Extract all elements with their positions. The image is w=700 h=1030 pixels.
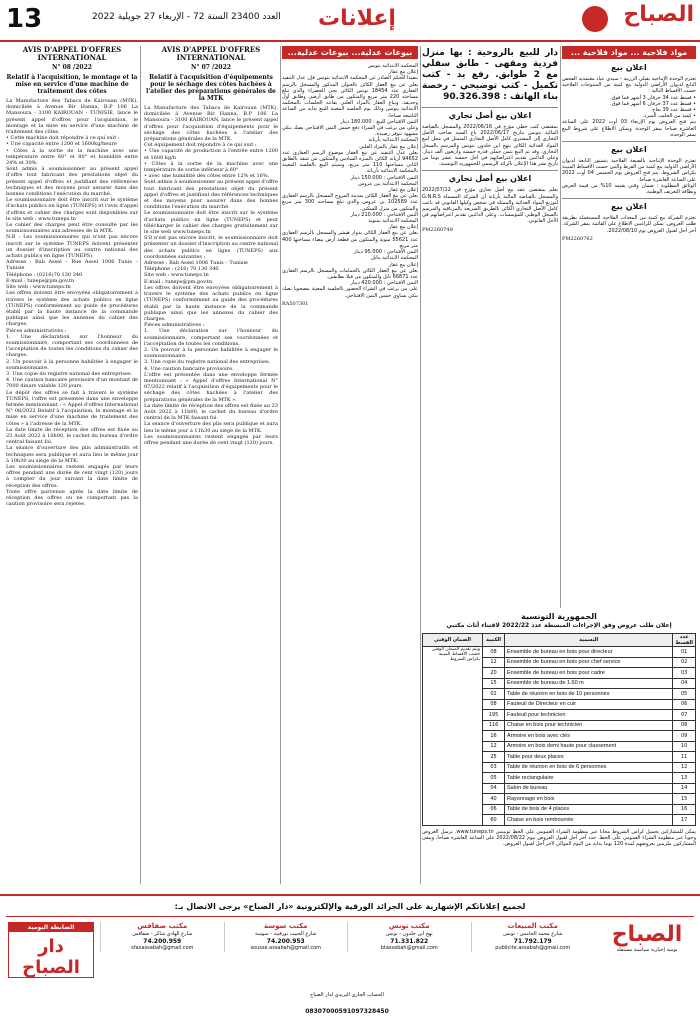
lot-quantity: 25 <box>483 752 505 763</box>
issue-info: العدد 23400 السنة 72 - الإربعاء 27 جويلية 2022 <box>92 12 281 22</box>
logo-mark-icon <box>582 6 608 32</box>
lot-number: 04 <box>673 678 696 689</box>
lot-description: Armoire en bois avec clés <box>505 731 673 742</box>
ad-body: بمقتضى كتب خطي مؤرخ في 2022/06/16 والمسجل بالقباضة المالية بتونس بتاريخ 2022/06/17 باع السيد صاحب الأصل التجاري إلى المشتري كامل الأصل التجاري المتمثل في محل لبيع المواد الغذائية الكائن بنهج ابن خلدون بتونس والمرسم بالسجل التجاري. وقد تم البيع بثمن جملي قدره خمسة وأربعون ألف دينار. وعلى الدائنين تقديم اعتراضاتهم في أجل خمسة عشر يوما من تاريخ نشر هذا الإعلان بالرائد الرسمي للجمهورية التونسية. <box>420 124 559 168</box>
contact-email[interactable]: btassabah@gmail.com <box>380 945 438 951</box>
page-number: 13 <box>6 4 43 34</box>
ad-title: اعلان بيع أصل تجاري <box>448 174 532 184</box>
column-divider <box>140 46 141 884</box>
lot-number: 01 <box>673 647 696 658</box>
judicial-sales-banner: بيوعات عدلية... بيوعات عدلية... <box>282 46 418 59</box>
lot-description: Table de réunion en bois de 6 personnes <box>505 762 673 773</box>
contact-card <box>224 922 348 952</box>
lot-quantity: 03 <box>483 762 505 773</box>
lot-number: 13 <box>673 773 696 784</box>
lot-quantity: 12 <box>483 657 505 668</box>
footer-banner: لجميع إعلاناتكم الإشهارية على الجرائد الورقية والإلكترونية «دار الصباح» يرجى الاتصال بـ: <box>174 902 526 911</box>
lot-quantity: 195 <box>483 710 505 721</box>
table-row <box>423 647 696 658</box>
contact-email[interactable]: publicite.assabah@gmail.com <box>495 945 571 951</box>
lot-description: Rayonnage en bois <box>505 794 673 805</box>
ad-title: اعلان بيع <box>611 145 647 155</box>
ad-body: تعتزم الوحدة الإنتاجية بالضيعة الفلاحية بتستور التابعة لديوان الأراضي الدولية بيع كمية من القرط والتبن حسب الأقساط المبينة بكراس الشروط. يتم فتح العروض يوم الخميس 04 أوت 2022 على الساعة العاشرة صباحا. الوثائق المطلوبة : ضمان وقتي بقيمة 10% من قيمة العرض وبطاقة التعريف الوطنية. <box>562 158 696 196</box>
lot-description: Ensemble de bureau en bois pour cadre <box>505 668 673 679</box>
lot-description: Chaise en bois pour technicien <box>505 720 673 731</box>
contact-email[interactable]: sousse.assabah@gmail.com <box>250 945 322 951</box>
footer-divider <box>6 916 694 917</box>
contact-address: شارع الحبيب بورقيبة - سوسة <box>255 931 317 937</box>
table-header-row <box>423 634 696 647</box>
lot-description: Ensemble de bureau de 1.60 m <box>505 678 673 689</box>
lot-number: 08 <box>673 720 696 731</box>
lot-description: Table pour deux places <box>505 752 673 763</box>
lot-description: Ensemble de bureau en bois pour directeur <box>505 647 673 658</box>
lot-quantity: 20 <box>483 668 505 679</box>
page-footer <box>0 894 700 1030</box>
lot-description: Chaise en bois rembourrée <box>505 815 673 826</box>
furniture-tender <box>422 612 696 847</box>
lot-number: 05 <box>673 689 696 700</box>
ad-title: اعلان بيع <box>611 63 647 72</box>
divider <box>562 198 696 199</box>
contact-phone[interactable]: 71.792.179 <box>513 938 552 945</box>
footer-logo-name: الصباح <box>611 922 683 947</box>
notice-number: N° 08 /2022 <box>52 64 92 71</box>
contact-phone[interactable]: 74.200.953 <box>266 938 305 945</box>
lot-number: 02 <box>673 657 696 668</box>
lot-description: Ensemble de bureau en bois pour chef service <box>505 657 673 668</box>
contact-title: مكتب تونس <box>388 922 430 930</box>
contact-email[interactable]: sfaxassabah@gmail.com <box>131 945 194 951</box>
footer-account-number: 08307000591097328450 <box>305 1008 389 1015</box>
lots-table <box>422 633 696 826</box>
lot-quantity: 116 <box>483 720 505 731</box>
divider <box>422 170 558 171</box>
column-header: الكمية <box>483 634 505 647</box>
footer-logo-right <box>602 922 692 978</box>
lot-description: Fauteuil pour technicien <box>505 710 673 721</box>
notice-body: La Manufacture des Tabacs de Kairouan (MTK), domiciliée à Avenue Bir Hanna, B.P 106 La Mansoura - 3100 KAIROUAN - TUNISIE, lance le présent appel d'offres pour l'acquisition, le montage et la mise en service d'une machine de traitement des côtes. • Cette machine doit répondre à ce qui suit : • Une capacité entre 1200 et 1600kg/heure • Côtes à la sortie de la machine avec une température entre 60° et 80° et humidité entre 24% et 30%. Sont admis à soumissionner au présent appel d'offre tout fabricant des prestations objet du présent appel d'offres et justifiant des références techniques et des moyens pour assurer dans des bonnes conditions l'exécution du marché. Le soumissionnaire doit être inscrit sur le système d'achats publics en ligne (TUNEPS) et l'avis d'appel d'offres et cahier des charges sont disponibles sur le site web : www.tuneps.tn Le cahier des charges peut être consulté par les soumissionnaires aux adresses de la MTK. N.B : Les soumissionnaires qui n'ont pas encore inscrit sur le système TUNEPS doivent présenter un dossier d'inscription au centre national des achats publics en ligne (TUNEPS). Adresse : Bab Assel – Rue Assel 1006 Tunis – Tunisie Téléphone : (0216)70 130 340 E-mail : tuneps@pm.gov.tn Site web : www.tuneps.tn Les offres doivent être envoyées obligatoirement à travers le système des achats publics en ligne (TUNEPS) conformément au guide de procédures établi par la haute instance de la commande publique ainsi que les annexes du cahier des charges. Pièces administratives : 1. Une déclaration sur l'honneur du soumissionnaire, comportant ses coordonnées de l'acceptation de toutes les conditions du cahier des charges. 2. Un pouvoir à la personne habilitée à engager le soumissionnaire. 3. Une copie du registre national des entreprises. 4. Une caution bancaire provisoire d'un montant de 7000 dinars valable 120 jours. Le dépôt des offres se fait à travers le système TUNEPS, l'offre est présentée dans une enveloppe fermée mentionnant : « Appel d'offres International N° 08/2022 Relatif à l'acquisition, le montage et la mise en service d'une machine de traitement des côtes » à l'adresse de la MTK. La date limite de réception des offres est fixée au 23 Août 2022 à 10h00, le cachet du bureau d'ordre central faisant foi. La séance d'ouverture des plis administratifs et techniques sera publique et aura lieu le même jour à 10h30 au siège de la MTK. Les soumissionnaires restent engagés par leurs offres pendant une durée de cent vingt (120) jours à compter du jour suivant la date limite de réception des offres. Toute offre parvenue après la date limite de réception des offres ou ne comportant pas la caution provisoire sera rejetée. <box>6 98 138 508</box>
divider <box>422 107 558 108</box>
page-header <box>0 0 700 42</box>
contact-address: شارع محمد الخامس - تونس <box>503 931 563 937</box>
column-header: الضمان الوقتي <box>423 634 483 647</box>
contact-phone[interactable]: 71.331.822 <box>390 938 429 945</box>
notice-body: La Manufacture des Tabacs de Kairouan (MTK), domiciliée à Avenue Bir Hanna, B.P 106 La Mansoura - 3100 KAIROUAN, lance le présent appel d'offres pour l'acquisition d'équipements pour le séchage des côtes hachées à l'atelier des préparations générales de la MTK. Cet équipement doit répondre à ce qui suit : • Une capacité de production à l'entrée entre 1200 et 1600 kg/h • Côtes à la sortie de la machine avec une température de sortie inférieur à 60° • avec une humidité des côtes entre 12% et 16%. Sont admis à soumissionner au présent appel d'offre tout fabricant des prestations objet du présent appel d'offres et justifiant des références techniques et des moyens pour assurer dans des bonnes conditions l'exécution du marché. Le soumissionnaire doit être inscrit sur le système d'achats publics en ligne (TUNEPS) et peut télécharger le cahier des charges gratuitement sur le site web www.tuneps.tn S'il n'est pas encore inscrit, le soumissionnaire doit présenter un dossier d'inscription au centre national des achats publics en ligne (TUNEPS) aux coordonnées suivantes : Adresse : Bab Assel 1006 Tunis – Tunisie Téléphone : (216) 70 130 340 Site web : www.tuneps.tn E-mail : tuneps@pm.gov.tn Les offres doivent être envoyées obligatoirement à travers le système des achats publics en ligne (TUNEPS) conformément au guide des procédures établi par la haute instance de la commande publique ainsi que les annexes du cahier des charges. Pièces administratives : 1. Une déclaration sur l'honneur du soumissionnaire, comportant ses coordonnées et l'acceptation de toutes les conditions. 2. Un pouvoir à la personne habilitée à engager le soumissionnaire. 3. Une copie du registre national des entreprises. 4. Une caution bancaire provisoire. L'offre est présentée dans une enveloppe fermée mentionnant : « Appel d'offres International N° 07/2022 relatif à l'acquisition d'équipements pour le séchage des côtes hachées à l'atelier des préparations générales de la MTK ». La date limite de réception des offres est fixée au 23 Août 2022 à 11h00, le cachet du bureau d'ordre central de la MTK faisant foi. La séance d'ouverture des plis sera publique et aura lieu le même jour à 11h30 au siège de la MTK. Les soumissionnaires restent engagés par leurs offres pendant une durée de cent vingt (120) jours. <box>144 105 278 446</box>
notice-title: AVIS D'APPEL D'OFFRES INTERNATIONAL <box>22 45 122 62</box>
notice-subject: Relatif à l'acquisition d'équipements pour le séchage des côtes hachées à l'atelier des préparations générales de la MTK <box>146 74 276 102</box>
contact-address: شارع الهادي شاكر - صفاقس <box>132 931 193 937</box>
notice-number: N° 07 /2022 <box>191 64 231 71</box>
ad-body: تعتزم الشركة بيع كمية من المعدات الفلاحية المستعملة بطريقة طلب العروض. يمكن للراغبين الاطلاع على القائمة بمقر الشركة. آخر أجل لقبول العروض يوم 2022/08/10. <box>560 215 696 234</box>
lot-quantity: 08 <box>483 647 505 658</box>
tender-title: الجمهورية التونسية <box>521 612 597 621</box>
divider <box>562 141 696 142</box>
house-sale-headline: دار للبيع بالروحية : بها منزل فردية ومقهى - طابق سفلي مع 2 طوابق. رفع يد - كتب تكميل - كتب توضيحي - رخصة بناء الهاتف : 90.326.398 <box>422 48 558 102</box>
ad-title: اعلان بيع أصل تجاري <box>448 111 532 120</box>
commercial-sales-column <box>422 46 558 606</box>
contact-phone[interactable]: 74.200.959 <box>143 938 182 945</box>
judicial-sales-body: المحكمة الابتدائية بتونس إعلان بيع عقار تنفيذا للحكم الصادر عن المحكمة الابتدائية بتونس فإن عدل التنفيذ يعلن عن بيع العقار الكائن بالعنوان المذكور والمسجل بالرسم العقاري عدد 18454 تونس الكائن بحي الخضراء والذي تبلغ مساحته 220 متر مربع والمتكون من طابق أرضي وطابق أول وحديقة. ويباع العقار بالمزاد العلني بقاعة الجلسات بالمحكمة الابتدائية بتونس وذلك يوم الجلسة المعينة للبيع بداية من الساعة التاسعة صباحا. الثمن الافتتاحي للبيع : 180.000 دينار وعلى من يرغب في الشراء دفع خمس الثمن الافتتاحي بصك بنكي مشهود بتوفر رصيده. المحكمة الابتدائية بأريانة إعلان بيع عقار بالمزاد العلني يعلن عدل التنفيذ عن بيع العقار موضوع الرسم العقاري عدد 94652 أريانة الكائن بالمنزه السادس والمتكون من شقة بالطابق الثاني مساحتها 110 متر مربع. وسيتم البيع بالجلسة المعينة بالمحكمة الابتدائية بأريانة. الثمن الافتتاحي : 150.000 دينار المحكمة الابتدائية ببن عروس إعلان بيع عقار يعلن عن بيع العقار الكائن بمدينة المروج المسجل بالرسم العقاري عدد 102589 بن عروس والذي تبلغ مساحته 300 متر مربع والمتكون من منزل للسكنى. الثمن الافتتاحي : 210.000 دينار المحكمة الابتدائية بمنوبة إعلان بيع عقار يعلن عن بيع العقار الكائن بدوار هيشر والمسجل بالرسم العقاري عدد 55621 منوبة والمتكون من قطعة أرض بيضاء مساحتها 400 متر مربع. الثمن الافتتاحي : 95.000 دينار المحكمة الابتدائية بنابل إعلان بيع عقار يعلن عن بيع العقار الكائن بالحمامات والمسجل بالرسم العقاري عدد 66871 نابل والمتكون من فيلا بطابقين. الثمن الافتتاحي : 420.000 دينار على من يرغب في الشراء الحضور بالجلسة المعينة مصحوبا بصك بنكي يساوي خمس الثمن الافتتاحي. <box>282 63 419 299</box>
column-header: عدد القسط <box>673 634 696 647</box>
lot-number: 11 <box>673 752 696 763</box>
contact-list <box>100 922 594 952</box>
contact-title: مكتب صفاقس <box>137 922 188 930</box>
lot-number: 03 <box>673 668 696 679</box>
tender-notice-08 <box>6 46 138 884</box>
contact-title: مكتب سوسة <box>263 922 308 930</box>
newspaper-logo <box>578 2 694 38</box>
ad-reference: RA507301 <box>282 300 309 307</box>
contact-title: مكتب المبيعات <box>507 922 558 930</box>
ad-body: تعتزم الوحدة الإنتاجية بفيلي الزريبة - سيدي عياد معتمدية الفحص التابع لديوان الأراضي الدولية بيع كمية من المنتوجات الفلاحية حسب الأقساط التالية : • قسط عدد 34 خرفان 3 أشهر فما فوق. • قسط عدد 37 خرفان 6 أشهر فما فوق. • قسط عدد 39 نعاج. • كمية من الحليب المبرد. يتم فتح العروض يوم الإربعاء 03 أوت 2022 على الساعة العاشرة صباحا بمقر الوحدة. ويمكن الاطلاع على شروط البيع بمقر الوحدة. <box>562 76 697 138</box>
lot-quantity: 15 <box>483 678 505 689</box>
lot-description: Table de réunion en bois de 10 personnes <box>505 689 673 700</box>
lot-quantity: 05 <box>483 773 505 784</box>
notice-title: AVIS D'APPEL D'OFFRES INTERNATIONAL <box>161 45 261 62</box>
column-divider <box>280 46 281 884</box>
lot-number: 15 <box>673 794 696 805</box>
section-title: إعلانات <box>318 6 396 31</box>
lot-number: 10 <box>673 741 696 752</box>
tender-notice-07 <box>144 46 278 884</box>
lot-quantity: 16 <box>483 731 505 742</box>
lot-number: 06 <box>673 699 696 710</box>
tender-footer-text: يمكن للمشاركين تحميل كراس الشروط مجانا عبر منظومة الشراء العمومي على الخط تونيبس www.tuneps.tn. ترسل العروض وجوبا عبر منظومة الشراء العمومي على الخط. حدد آخر أجل لقبول العروض بيوم 2022/08/22 على الساعة العاشرة صباحا. ويبقى المشاركون ملزمين بعروضهم لمدة 120 يوما بداية من اليوم الموالي لآخر أجل لقبول العروض. <box>422 828 697 847</box>
lot-number: 07 <box>673 710 696 721</box>
footer-logo-caption: الضابطة اليومية <box>9 923 93 932</box>
contact-card <box>347 922 471 952</box>
lot-number: 09 <box>673 731 696 742</box>
agricultural-banner: مواد فلاحية ... مواد فلاحية ... <box>562 46 696 59</box>
ad-reference: PM2260762 <box>562 235 593 242</box>
contact-card <box>471 922 595 952</box>
lot-quantity: 60 <box>483 815 505 826</box>
lot-quantity: 40 <box>483 794 505 805</box>
lot-number: 17 <box>673 815 696 826</box>
footer-account-label: الحساب الجاري البريدي لدار الصباح <box>310 992 384 998</box>
lot-quantity: 06 <box>483 804 505 815</box>
tender-subtitle: إعلان طلب عروض وفق الإجراءات المبسطة عدد 2022/22 لاقتناء أثاث مكتبي <box>446 622 672 629</box>
notice-subject: Relatif à l'acquisition, le montage et la mise en service d'une machine de traitement des côtes <box>6 74 138 95</box>
footer-logo-tagline: يومية إخبارية سياسية مستقلة <box>616 947 678 953</box>
lot-description: Table de bois de 4 places <box>505 804 673 815</box>
lot-quantity: 08 <box>483 699 505 710</box>
lot-quantity: 12 <box>483 741 505 752</box>
lot-description: Table rectangulaire <box>505 773 673 784</box>
ad-body: يعلم بمقتضى عقد بيع أصل تجاري مؤرخ في 2022/07/12 والمسجل بالقباضة المالية بأريانة أن الشركة المسماة G.N.R.S لتوزيع المواد الغذائية والممثلة في شخص وكيلها القانوني قد باعت كامل الأصل التجاري الكائن بالطريق السريعة بالمرناقية والمرسم بالسجل الوطني للمؤسسات. وعلى الدائنين تقديم اعتراضاتهم في الأجل القانوني. <box>420 187 558 225</box>
lot-number: 16 <box>673 804 696 815</box>
footer-logo-left <box>8 922 94 978</box>
logo-text: الصباح <box>623 2 694 27</box>
contact-card <box>100 922 224 952</box>
lot-description: Salon de bureau <box>505 783 673 794</box>
contact-address: نهج ابن خلدون - تونس <box>385 931 433 937</box>
lot-number: 12 <box>673 762 696 773</box>
lot-description: Armoire en bois demi haute pour classement <box>505 741 673 752</box>
lot-description: Fauteuil de Directeur en cuir <box>505 699 673 710</box>
guarantee-note: ويتم تقديم الضمان الوقتي حسب الأقساط المبينة بكراس الشروط <box>423 647 483 826</box>
lot-number: 14 <box>673 783 696 794</box>
lot-quantity: 02 <box>483 689 505 700</box>
column-header: التسمية <box>505 634 673 647</box>
judicial-sales-column <box>282 46 418 884</box>
agricultural-column <box>562 46 696 606</box>
column-divider <box>420 46 421 884</box>
ad-title: اعلان بيع <box>611 202 647 212</box>
ad-reference: PM2260749 <box>422 226 453 233</box>
footer-logo-name: دار الصباح <box>22 936 80 978</box>
lot-quantity: 04 <box>483 783 505 794</box>
